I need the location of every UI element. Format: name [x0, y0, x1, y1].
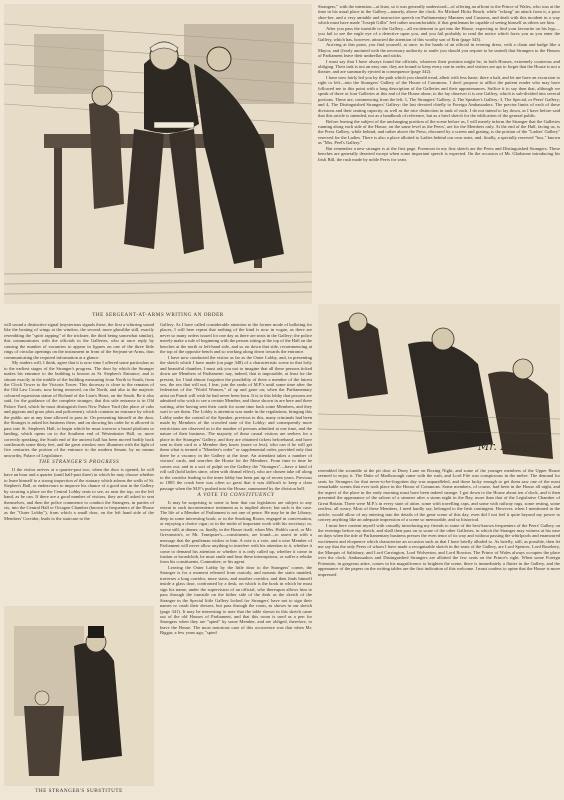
paragraph: But remember a new stranger is at the first page. Foremost in my first sketch are the Peers and Distinguished Strangers. These benches are generally deserted except when some important speech is expected. On the occasion of Mr. Gladstone introducing his Irish Bill, the rush made by noble Peers for seats — [318, 145, 560, 162]
paragraph: will sound a distinctive signal (mysterious signals these, the first a whirring sound like the beating of wings at the window, the second, more ghostlike still, exactly resembling the "spirit rapping" of the trickster, the third being somewhat similar), this communicates with the officials in the Galleries, who at once reply by causing the number of vacancies to appear in figures on one of the three little rings of circular openings on the instrument in front of the Serjeant-at-Arms, thus communicating the required information at a glance. — [4, 322, 154, 360]
paragraph: Gallery. As I have called considerable attention to the former mode of balloting for places, I will here repeat that nothing of the kind is now in vogue, as there are never so many orders issued for one day as there are seats in the Gallery; the police merely make a rule of beginning with the person sitting at the top of the Hall on the benches at the north or left-hand side, and so on down that side, recommencing at the top of the opposite bench and so working along down towards the entrance. — [160, 322, 312, 355]
bottom-illustration-caption: THE STRANGER'S SUBSTITUTE — [35, 788, 123, 794]
sergeant-at-arms-engraving — [4, 4, 312, 304]
paragraph: I have now fairly led you by the path which you should tread, albeit with less haste; there a halt, and let me have an excursion to right or left—into the Strangers' Gallery of the House of Commons. I don't propose to afflict the patient reader who may have followed me to this point with a long description of the Galleries and their appurtenances. Suffice it to say then that, although we speak of three or four Galleries at this end of the House alone, to the lay observer it is one Gallery, which is sub-divided into several portions. These are, commencing from the left, 1, The Strangers' Gallery; 2, The Speaker's Gallery; 3, The Special, or Peers' Gallery; and 4, The Distinguished Strangers' Gallery: the last devoted chiefly to Foreign Ambassadors. The precise limits of each of these divisions and their seating capacity, as well as the nice distinction in rank of each, I do not intend to lay down, as I have before said that this article is intended, not as a handbook of reference, but as a brief sketch for the edification of the general public. — [318, 74, 560, 119]
top-right-column — [318, 4, 560, 300]
strangers-substitute-illustration — [4, 606, 154, 786]
top-illustration-caption: THE SERGEANT-AT-ARMS WRITING AN ORDER — [92, 312, 224, 318]
paragraph: My readers will, I think, agree that it is now time I offered some particulars as to the earliest stages of the Stranger's progress. The door by which the Stranger makes his entrance to the building is known as St. Stephen's Entrance, and is situate exactly in the middle of the building measuring from North to South, from the Clock Tower to the Victoria Tower. This doorway is close to the remains of the Old Law Courts, now being removed, on the North, and also to the majestic coloured equestrian statue of Richard of the Lion's Heart, on the South. Be it also said, for the guidance of the complete stranger, that this side entrance is in Old Palace Yard, which he must distinguish from New Palace Yard (the place of cabs and pigeons and grass plots and policemen), which contains no entrance by which the public are at any time allowed to pass in. On presenting himself at the door, the Stranger is asked his business there, and on showing his order he is allowed to pass into St. Stephen's Hall, to begin which he must traverse a broad platform or landing, which opens on to the Southern end of Westminster Hall, or, more correctly speaking, the South end of the ancient hall has been moved bodily back southwards some thirty feet, and the great window now illumines with the light of five centuries the portion of the entrance to the modern Senate, by no means unworthy, Palace of Legislature. — [4, 360, 154, 458]
sergeant-at-arms-illustration — [4, 4, 312, 304]
bottom-middle-column — [160, 322, 312, 796]
section-heading-vote-to-constituency: A VOTE TO CONSTITUENCY — [197, 492, 275, 499]
paragraph: I must say that I have always found the officials, whatever their position might be, in both Houses, extremely courteous and obliging. Their task is not an easy one, they are bound to keep every one in order, and visitors are apt to forget that the House is not a theatre, and are summarily ejected in consequence (page 342). — [318, 58, 560, 75]
paragraph: resembled the scramble at the pit door at Drury Lane on Boxing Night, and some of the younger members of the Upper House seemed to enjoy it. The Duke of Marlborough came with the rush, and Lord Fife was conspicuous in the melee. The demand for seats for Strangers for that never-to-be-forgotten day was unparalleled, and those lucky enough to get them saw one of the most remarkable scenes that ever took place in the House of Commons. Some members, of course, had been in the House all night, and the aspect of the place in the early morning must have been indeed strange. I got down to the House about ten o'clock, and it then presented the appearance of the saloon of a steamer after a storm night in the Bay, more than that of the Legislative Chamber of Great Britain. There were M.P.'s in every state of attire, some with travelling caps, and some with railway rugs, some resting, some restless, all weary. Most of these Members, I need hardly say, belonged to the Irish contingent. However, when I mentioned in the article, would allow of my entering into the details of the great scene of this day, even did I not feel it quite beyond my power to convey anything like an adequate impression of a scene so memorable, and so historical. — [318, 468, 560, 523]
paragraph: I have now conducted the visitor as far as the Outer Lobby, and, in presenting the sketch which I have made (on page 348) of a characteristic scene in that lofty and beautiful chamber, I must ask you not to imagine that all these persons ticked down are Members of Parliament: nay, indeed, that is impossible, at least for the present, for I had almost forgotten the possibility of there a member of the fairest sex, the sex that will not, I fear, join the ranks of M.P.'s until some time after the federation of the "World Women," of up and gone on; when the Parliamentary artist on Punch will wish he had never been born. It is to this lobby that persons are admitted who wish to see a certain Member, and those shown in are here and there waiting, after having sent their cards for some time back some Members, and they wait to see them. The Lobby is attention was made in the regulations, bringing this Lobby under the control of the Speaker, previous to this, many criminals had been made by Members of the crowded state of the Lobby; and consequently more restrictions are observed as to the number of persons admitted at one time, and the nature of their business. The majority of these casual visitors are seekers for a place in the Strangers' Gallery, and they are obtained tickets beforehand, and have sent in their card to a Member they know (more or less), who can if he will get them what is termed a "Member's order" or supplemental order, provided only that there be a vacancy in the Gallery at the time. An attendant takes a number of visitors' cards, and searches the House for the Members. From time to time he comes out, and in a sort of pulpit on the Gallery the "Strangers"—have a kind of roll call (hold ladies since, often with dismal effect), who are chosen take off along to the corridor leading to the inner lobby has been put up of recent years. Previous to 1885 the crush here was often so great that it was difficult to keep a clear passage when the M.P.'s pushed into the House, summoned by the division bell. — [160, 354, 312, 491]
strangers-substitute-engraving — [4, 606, 154, 786]
paragraph: It may be surprising to some to hear that our legislators are subject to any extent to such inconvenience treatment as is implied above; but such is the case. The life of a Member of Parliament is not one of peace. He may be in the Library, deep in some interesting book; or in the Smoking Room, engaged in conversation, or enjoying a choice cigar; or in the midst of important work with his secretary; or, worse still, at dinner; or, finally, in the House itself, when Mrs. Hobb's carol, or Mr. Grevanstin's, or Mr. Trampster's—constituents, are found—to assert in with a message that the gentleman wishes to him. A vote is a vote, and a wise Member of Parliament will never allow anything to interfere with his attention to it, whether it come to demand his attention or whether it is only called up, whether it come in fustian or broadcloth, he must smile and hear these interruptions, or suffer a rebuke from his constituents, Committee, or his agent. — [160, 499, 312, 565]
paragraph: After you pass the turnstile to the Gallery—all excitement to get into the House, expecting to find your favourite on his legs—you fail to see the eagle eye of a detective upon you, and you fail probably to read the notice which faces you as you enter the Gallery, which has, however, attracted the attention of this worthy son of Erin (page 343). — [318, 25, 560, 42]
bottom-right-column — [318, 468, 560, 796]
artist-signature: Mr. Beggs — [478, 440, 535, 453]
paragraph: I must here content myself with casually introducing my friends to some of the best-known frequenters of the Peers' Gallery on the evenings before my sketch, and shall then pass on to some of the other Galleries, in which the Stranger may witness at his ease on days when the tide of Parliamentary business presses the even tenor of its way and without passing the whirlpools and enamoured excitement and eloquence which characterize an occasion such as that I have briefly alluded to. As briefly, still, as possible, then let me say that the only Peers of whom I have made a recognisable sketch in the seats of the Gallery, are Lord Spencer, Lord Rosebery, the Marquis of Salisbury, and Lord Carrington, Lord Wolverton, and Lord Rowton. The Prince of Wales always occupies the place over the clock. Ambassadors and Distinguished Strangers are allotted the few seats on the Prince's right. When some Foreign Potentate, in gorgeous attire, comes in his magnificence to brighten the scene, there is immediately a flutter in the Gallery, and the appearance of the papers on the writing tables are the first indication of this welcome. I must confess to opine that the House is more impressed — [318, 522, 560, 577]
paragraph: If the visitor arrives at a quarter-past two, when the door is opened, he will have an hour and a quarter (until half-past three) in which he may choose whether to learn himself to a strong inspection of the statuary which adorns the walls of St. Stephen's Hall, or endeavours to improve his chance of a good seat in the Gallery by securing a place on the Central Lobby seats to see, as near the top, on the left hand, as he can. If there are a good number of visitors, they are all asked to seat themselves, and then the police commence to conduct the Strangers, in parties of six, into the Central Hall or Octagon Chamber (known to frequenters of the House as the "Outer Lobby"), from which a small door, on the left hand side of the Members' Corridor, leads to the staircase to the — [4, 466, 154, 521]
paragraph: Leaving the Outer Lobby by the little door to the Strangers' corner, the Stranger is for a moment released from custody, and mounts the stairs unaided, traverses a long corridor, more stairs, and another corridor, and then finds himself inside a glass door, confronted by a desk, on which is the book in which he must sign his name, under the supervision of an official, who thereupon allows him to pass through the turnstile on the hither side of the desk as the sketch of the Stranger in the Special little Gallery locked for Strangers' have not to sign their names or crush their dresses, but pass through the room, as shown in our sketch (page 341). It may be interesting to note that the table shown in this sketch came out of the old Houses of Parliament, and that this room is used as a pen for Strangers when they are "spied" by some Member, and are obliged, therefore, to leave the House. The most notorious case of this occurrence was that when Mr. Biggar, a few years ago, "spied — [160, 564, 312, 636]
paragraph: Before leaving the subject of the unchanging position of the scene before us, I will merely inform the Stranger that the Galleries running along each side of the House, on the same level as the Peers', are for the Members only. At the end of the Hall, facing us, is the Press Gallery, while behind, and rather above the Press, obscured by a screen and grating, is the portion of the "Ladies' Gallery" reserved for the Ladies. There is also a place allotted to Ladies behind our own seats, and, finally, a specially reserved "box," known as "Mrs. Peel's Gallery." — [318, 118, 560, 146]
paragraph: Strangers," with the intention—at least, so it was generally understood—of offering an affront to the Prince of Wales, who was at the time in his usual place in the Gallery—namely, above the clock. Sir Michael Hicks Beach, while "ecking" an attack from it, a poor shoe-ker, and a very amiable and instructive speech on Parliamentary Manners and Customs, and dealt with this incident in a way which must have made "Joseph Gillis" feel rather uncomfortable, if that gentleman be capable of seeing himself as others see him. — [318, 4, 560, 26]
paragraph: Arriving at this point, you find yourself, at once, in the hands of an official in evening dress, with a chain and badge like a Mayor; and (fearly anointed with the necessary authority to smile you should you require to be seated) that Strangers to the Houses of Parliament leave their umbrellas and sticks. — [318, 42, 560, 59]
section-heading-strangers-progress: THE STRANGER'S PROGRESS — [38, 459, 120, 466]
